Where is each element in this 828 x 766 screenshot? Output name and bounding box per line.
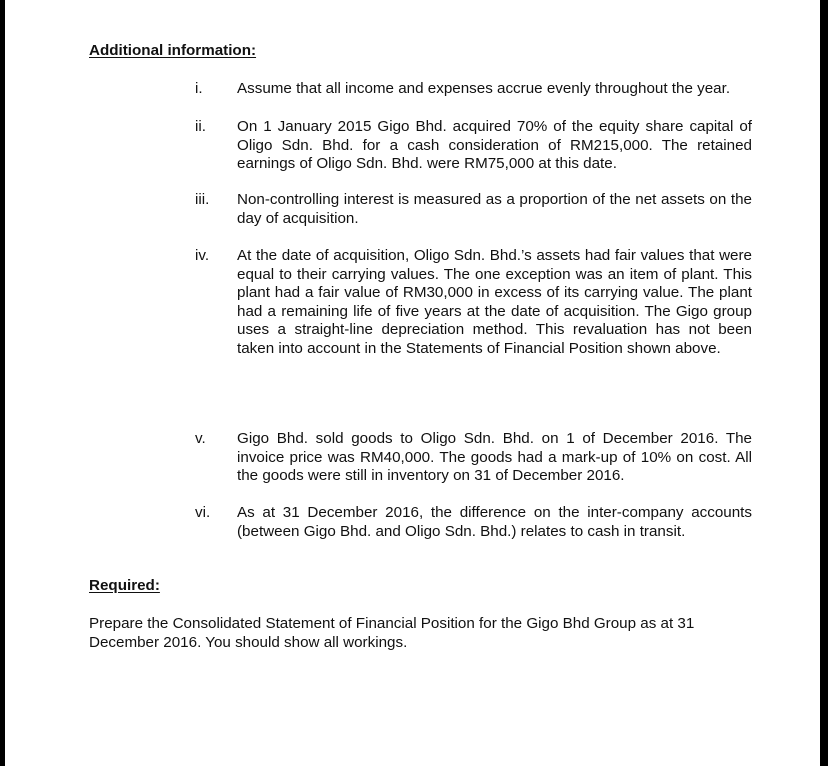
list-item-text: At the date of acquisition, Oligo Sdn. Bhd.’s assets had fair values that were equal to their carrying values. The one exception was an item of plant. This plant had a fair value of RM30,000 in excess of its carrying value. The plant had a remaining life of five years at the date of acquisition. The Gigo group uses a straight-line depreciation method. This revaluation has not been taken into account in the Statements of Financial Position shown above. bbox=[237, 247, 752, 357]
list-item-number: ii. bbox=[195, 118, 206, 135]
list-item-number: iii. bbox=[195, 191, 210, 208]
list-item-text: As at 31 December 2016, the difference on the inter-company accounts (between Gigo Bhd. and Oligo Sdn. Bhd.) relates to cash in transit. bbox=[237, 504, 752, 540]
additional-information-heading: Additional information: bbox=[89, 42, 257, 59]
document-page bbox=[5, 0, 820, 766]
list-item-text: Non-controlling interest is measured as a proportion of the net assets on the day of acquisition. bbox=[237, 191, 752, 227]
list-item-number: vi. bbox=[195, 504, 211, 521]
list-item-text: Gigo Bhd. sold goods to Oligo Sdn. Bhd. on 1 of December 2016. The invoice price was RM40,000. The goods had a mark-up of 10% on cost. All the goods were still in inventory on 31 of December 2016. bbox=[237, 430, 752, 484]
required-heading: Required: bbox=[89, 577, 160, 594]
list-item-number: v. bbox=[195, 430, 206, 447]
list-item-text: Assume that all income and expenses accrue evenly throughout the year. bbox=[237, 80, 731, 97]
list-item-text: On 1 January 2015 Gigo Bhd. acquired 70% of the equity share capital of Oligo Sdn. Bhd. for a cash consideration of RM215,000. The retained earnings of Oligo Sdn. Bhd. were RM75,000 at this date. bbox=[237, 118, 752, 172]
list-item-number: iv. bbox=[195, 247, 210, 264]
list-item-number: i. bbox=[195, 80, 203, 97]
required-instruction-text: Prepare the Consolidated Statement of Financial Position for the Gigo Bhd Group as at 31 December 2016. You should show all workings. bbox=[89, 615, 695, 651]
